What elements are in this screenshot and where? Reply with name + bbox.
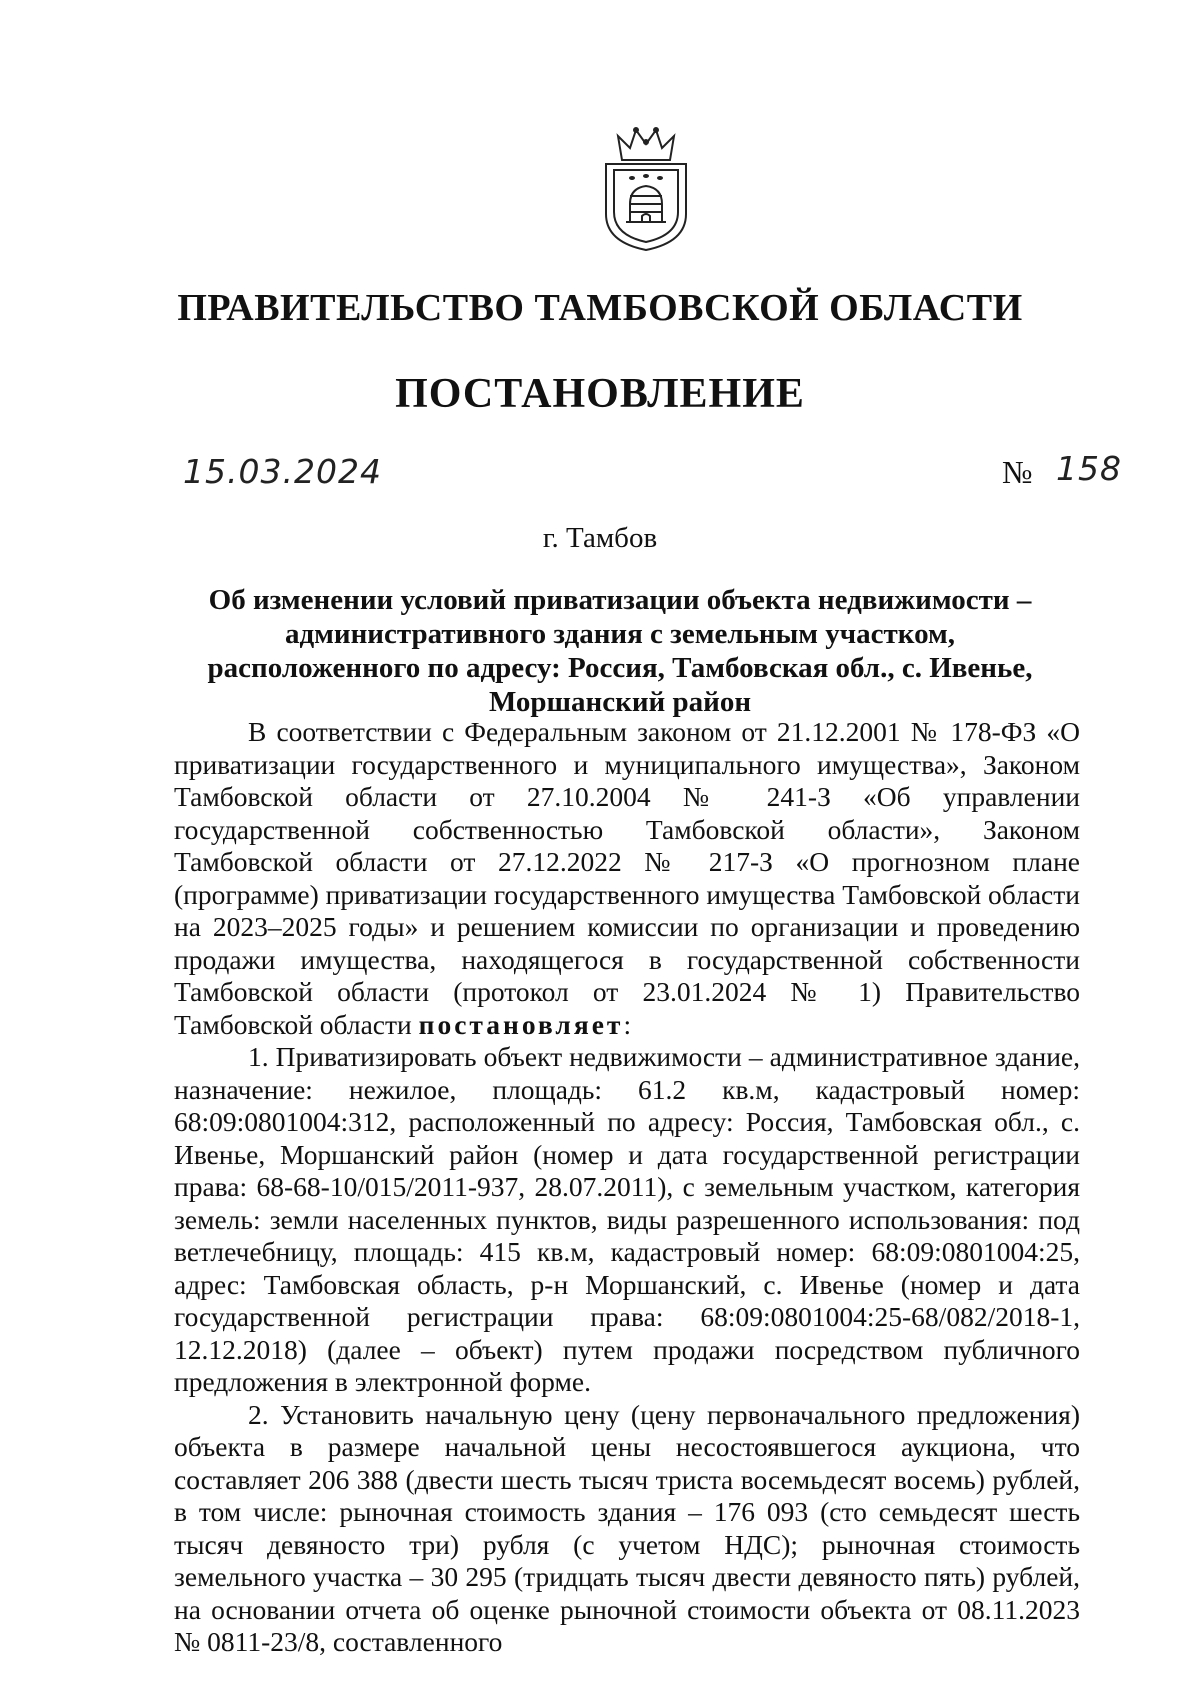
document-subject: Об изменении условий приватизации объекта недвижимости – административного здания с земельным участком, расположенного по адресу: Россия, Тамбовская обл., с. Ивенье, Моршанский район	[207, 584, 1033, 718]
number-label: №	[1002, 454, 1033, 490]
coat-of-arms-emblem	[592, 122, 700, 254]
decree-colon: :	[623, 1008, 632, 1040]
preamble-paragraph	[174, 716, 1080, 1041]
document-number: 158	[1056, 449, 1122, 488]
city-line: г. Тамбов	[542, 522, 658, 554]
organization-title: ПРАВИТЕЛЬСТВО ТАМБОВСКОЙ ОБЛАСТИ	[177, 287, 1023, 329]
document-body	[174, 716, 1080, 1659]
document-type-title: ПОСТАНОВЛЕНИЕ	[395, 371, 805, 417]
document-date: 15.03.2024	[183, 452, 382, 491]
item-1-paragraph: 1. Приватизировать объект недвижимости – административное здание, назначение: нежилое, площадь: 61.2 кв.м, кадастровый номер: 68:09:0801004:312, расположенный по адресу: Россия, Тамбовская обл., с. Ивенье, Моршанский район (номер и дата государственной регистрации права: 68-68-10/015/2011-937, 28.07.2011), с земельным участком, категория земель: земли населенных пунктов, виды разрешенного использования: под ветлечебницу, площадь: 415 кв.м, кадастровый номер: 68:09:0801004:25, адрес: Тамбовская область, р-н Моршанский, с. Ивенье (номер и дата государственной регистрации права: 68:09:0801004:25-68/082/2018-1, 12.12.2018) (далее – объект) путем продажи посредством публичного предложения в электронной форме.	[174, 1041, 1080, 1397]
item-2-paragraph: 2. Установить начальную цену (цену первоначального предложения) объекта в размере начальной цены несостоявшегося аукциона, что составляет 206 388 (двести шесть тысяч триста восемьдесят восемь) рублей, в том числе: рыночная стоимость здания – 176 093 (сто семьдесят шесть тысяч девяносто три) рубля (с учетом НДС); рыночная стоимость земельного участка – 30 295 (тридцать тысяч двести девяносто пять) рублей, на основании отчета об оценке рыночной стоимости объекта от 08.11.2023 № 0811-23/8, составленного	[174, 1398, 1080, 1657]
decree-word: постановляет	[418, 1008, 624, 1040]
preamble-text: В соответствии с Федеральным законом от 21.12.2001 № 178-ФЗ «О приватизации государственного и муниципального имущества», Законом Тамбовской области от 27.10.2004 № 241-З «Об управлении государственной собственностью Тамбовской области», Законом Тамбовской области от 27.12.2022 № 217-З «О прогнозном плане (программе) приватизации государственного имущества Тамбовской области на 2023–2025 годы» и решением комиссии по организации и проведению продажи имущества, находящегося в государственной собственности Тамбовской области (протокол от 23.01.2024 № 1) Правительство Тамбовской области	[174, 716, 1080, 1040]
